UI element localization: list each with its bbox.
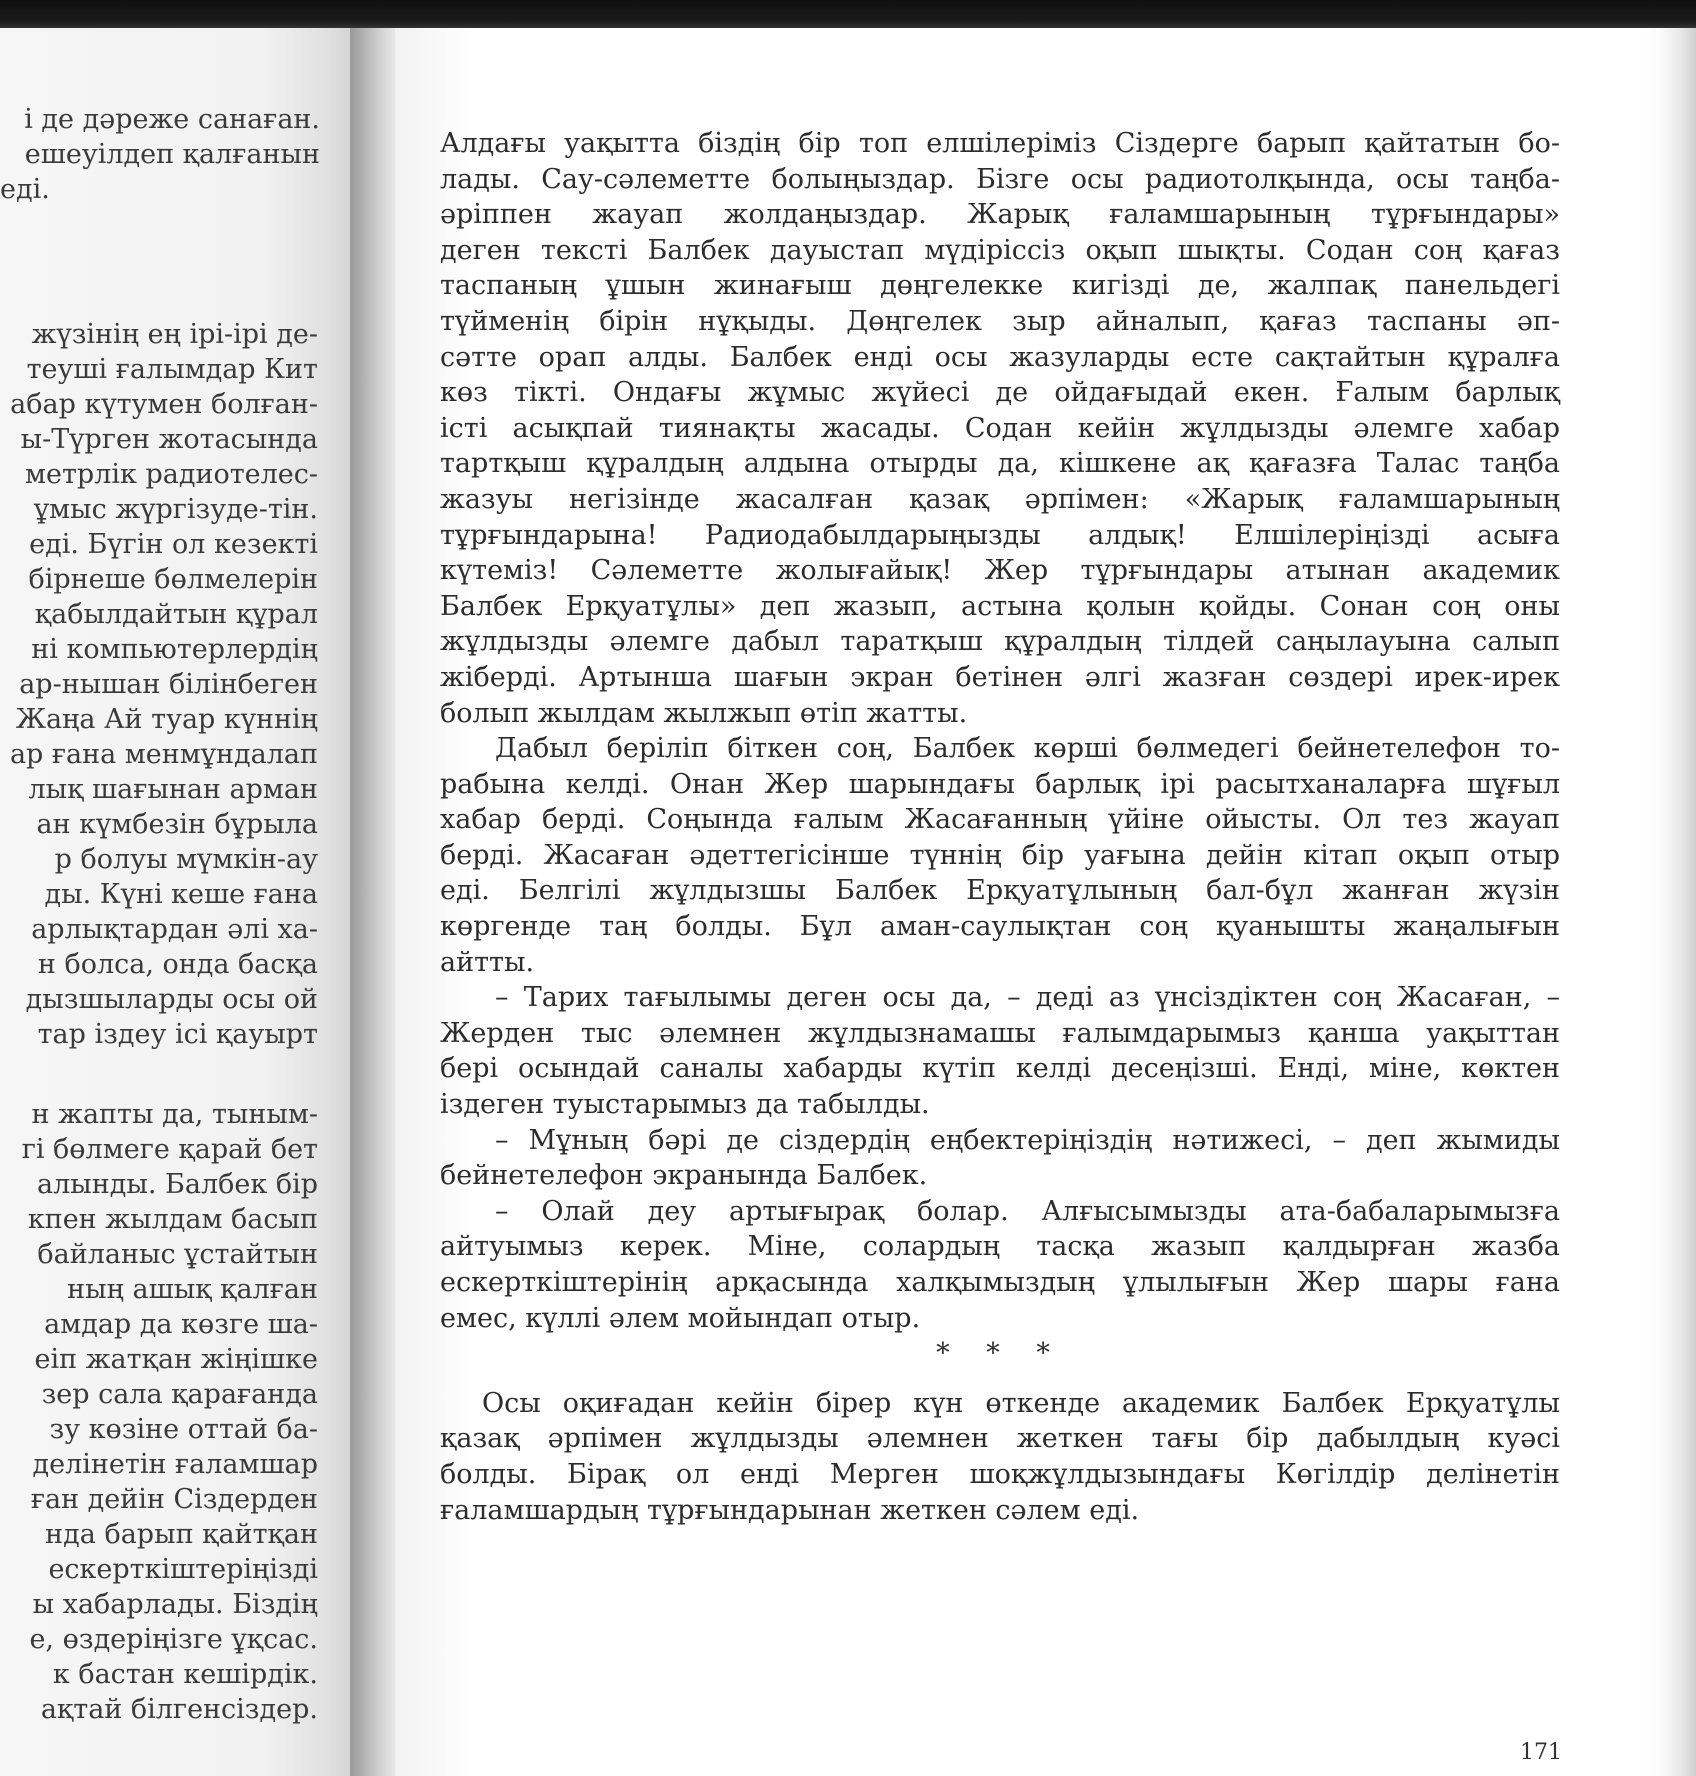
body-text-line: көз тікті. Ондағы жұмыс жүйесі де ойдағыдай екен. Ғалым барлық [440, 377, 1560, 409]
body-text-line: айтуымыз керек. Міне, солардың тасқа жазып қалдырған жазба [440, 1231, 1560, 1263]
body-text-line: тұрғындарына! Радиодабылдарыңызды алдық! Елшілеріңізді асыға [440, 519, 1560, 551]
body-text-line: Алдағы уақытта біздің бір топ елшілеріміз Сіздерге барып қайтатын бо- [440, 128, 1560, 159]
left-text-line: байланыс ұстайтын [37, 1239, 318, 1270]
left-text-line: ұмыс жүргізуде-тін. [33, 494, 318, 525]
right-page-body-text [440, 126, 1560, 1528]
body-text-line: ғаламшардың тұрғындарынан жеткен сәлем еді. [440, 1494, 1140, 1526]
left-text-line: амдар да көзге ша- [44, 1309, 318, 1340]
body-text-line: берді. Жасаған әдеттегісінше түннің бір уағына дейін кітап оқып отыр [440, 839, 1560, 871]
body-text-line: жіберді. Артынша шағын экран бетінен әлгі жазған сөздері ирек-ирек [440, 661, 1560, 693]
body-text-line: күтеміз! Сәлеметте жолығайық! Жер тұрғындары атынан академик [440, 555, 1560, 587]
left-text-line: еді. [0, 174, 50, 205]
body-text-line: түйменің бірін нұқыды. Дөңгелек зыр айналып, қағаз таспаны әп- [440, 305, 1560, 337]
left-text-line: тар іздеу ісі қауырт [37, 1019, 318, 1050]
body-text-line: қазақ әрпімен жұлдызды әлемнен жеткен тағы бір дабылдың куәсі [440, 1423, 1560, 1455]
left-text-line: теуші ғалымдар Кит [26, 354, 318, 385]
body-text-line: Жерден тыс әлемнен жұлдызнамашы ғалымдарымыз қанша уақыттан [440, 1017, 1560, 1049]
left-text-line: ан күмбезін бұрыла [36, 809, 318, 840]
left-page-text-block [0, 102, 320, 207]
scanner-top-edge [0, 0, 1696, 30]
left-text-line: бірнеше бөлмелерін [28, 564, 318, 595]
left-text-line: еді. Бүгін ол кезекті [29, 529, 318, 560]
body-text-line: болып жылдам жылжып өтіп жатты. [440, 697, 968, 729]
left-text-line: кпен жылдам басып [27, 1204, 318, 1235]
left-text-line: ы-Түрген жотасында [20, 424, 318, 455]
body-text-line: әріппен жауап жолдаңыздар. Жарық ғаламшарының тұрғындары» [440, 199, 1560, 231]
body-text-line: бейнетелефон экранында Балбек. [440, 1160, 928, 1192]
left-text-line: ы хабарлады. Біздің [32, 1589, 318, 1620]
page-number: 171 [1520, 1740, 1562, 1765]
body-text-line: хабар берді. Соңында ғалым Жасағанның үйіне ойысты. Ол тез жауап [440, 804, 1560, 836]
left-text-line: ешеуілдеп қалғанын [24, 139, 320, 170]
dialogue-line: – Тарих тағылымы деген осы да, – деді аз үнсіздіктен соң Жасаған, – [495, 982, 1560, 1014]
body-text-line: деген текстi Балбек дауыстап мүдіріссіз оқып шықты. Содан соң қағаз [440, 234, 1560, 266]
left-text-line: Жаңа Ай туар күннің [15, 704, 318, 735]
left-text-line: гі бөлмеге қарай бет [21, 1134, 318, 1165]
left-text-line: дызшыларды осы ой [25, 984, 318, 1015]
left-text-line: і де дәреже санаған. [24, 104, 320, 135]
left-text-line: ар-нышан білінбеген [19, 669, 318, 700]
left-text-line: ның ашық қалған [67, 1274, 318, 1305]
body-text-line: іздеген туыстарымыз да табылды. [440, 1089, 930, 1121]
left-text-line: ған дейін Сіздерден [30, 1484, 318, 1515]
body-text-line: емес, күллі әлем мойындап отыр. [440, 1302, 921, 1334]
body-text-line: істі асықпай тиянақты жасады. Содан кейін жұлдызды әлемге хабар [440, 412, 1560, 444]
left-text-line: ні компьютерлердің [31, 634, 318, 665]
body-text-line: Балбек Ерқуатұлы» деп жазып, астына қолын қойды. Сонан соң оны [440, 590, 1560, 622]
left-text-line: нда барып қайтқан [45, 1519, 318, 1550]
left-text-line: зу көзіне оттай ба- [49, 1414, 318, 1445]
body-text-line: рабына келді. Онан Жер шарындағы барлық ірі расытханаларға шұғыл [440, 768, 1560, 800]
left-text-line: қабылдайтын құрал [34, 599, 318, 630]
body-text-line: Дабыл беріліп біткен соң, Балбек көрші бөлмедегі бейнетелефон то- [495, 733, 1560, 765]
body-text-line: көргенде таң болды. Бұл аман-саулықтан соң қуанышты жаңалығын [440, 911, 1560, 943]
left-text-line: арлықтардан әлі ха- [31, 914, 318, 945]
left-page-text-block [0, 317, 318, 1052]
body-text-line: лады. Сау-сәлеметте болыңыздар. Бізге осы радиотолқында, осы таңба- [440, 163, 1560, 195]
left-text-line: алынды. Балбек бір [37, 1169, 318, 1200]
right-page-edge [1656, 28, 1696, 1776]
body-text-line: болды. Бірақ ол енді Мерген шоқжұлдызындағы Көгілдір делінетін [440, 1458, 1560, 1490]
body-text-line: Осы оқиғадан кейін бірер күн өткенде академик Балбек Ерқуатұлы [482, 1387, 1560, 1419]
left-text-line: к бастан кешірдік. [52, 1659, 318, 1690]
section-gap [440, 1372, 1560, 1386]
body-text-line: айтты. [440, 946, 535, 978]
left-text-line: лық шағынан арман [28, 774, 318, 805]
left-text-line: метрлік радиотелес- [25, 459, 318, 490]
left-text-line: н болса, онда басқа [37, 949, 318, 980]
body-text-line: жазуы негізінде жасалған қазақ әрпімен: «Жарық ғаламшарының [440, 483, 1560, 515]
body-text-line: таспаның ұшын жинағыш дөңгелекке кигізді де, жалпақ панельдегі [440, 270, 1560, 302]
dialogue-line: – Олай деу артығырақ болар. Алғысымызды ата-бабаларымызға [495, 1195, 1560, 1227]
section-separator-asterisks: * * * [936, 1338, 1064, 1370]
body-text-line: тартқыш құралдың алдына отырды да, кішкене ақ қағазға Талас таңба [440, 448, 1560, 480]
dialogue-line: – Мұның бәрі де сіздердің еңбектеріңіздің нәтижесі, – деп жымиды [495, 1124, 1560, 1156]
left-text-line: р болуы мүмкін-ау [54, 844, 318, 875]
body-text-line: ескерткіштерінің арқасында халқымыздың ұлылығын Жер шары ғана [440, 1267, 1560, 1298]
left-text-line: делінетін ғаламшар [32, 1449, 318, 1480]
left-text-line: жүзінің ең ірі-ірі де- [31, 319, 318, 350]
left-text-line: ескерткіштеріңізді [48, 1554, 318, 1585]
body-text-line: сәтте орап алды. Балбек енді осы жазуларды есте сақтайтын құралға [440, 341, 1560, 373]
body-text-line: бері осындай саналы хабарды күтіп келді десеңізші. Енді, міне, көктен [440, 1053, 1560, 1085]
left-text-line: еіп жатқан жіңішке [34, 1344, 318, 1375]
left-text-line: ды. Күні кеше ғана [44, 879, 318, 910]
left-text-line: абар күтумен болған- [10, 389, 318, 420]
left-page-text-block [0, 1097, 318, 1727]
left-text-line: ақтай білгенсіздер. [40, 1694, 318, 1725]
left-text-line: зер сала қарағанда [41, 1379, 318, 1410]
body-text-line: еді. Белгілі жұлдызшы Балбек Ерқуатұлының бал-бұл жанған жүзін [440, 875, 1560, 907]
left-text-line: е, өздеріңізге ұқсас. [29, 1624, 318, 1655]
left-text-line: н жапты да, тыным- [31, 1099, 318, 1130]
left-text-line: ар ғана менмұндалап [9, 739, 318, 770]
body-text-line: жұлдызды әлемге дабыл таратқыш құралдың тілдей саңылауына салып [440, 626, 1560, 658]
